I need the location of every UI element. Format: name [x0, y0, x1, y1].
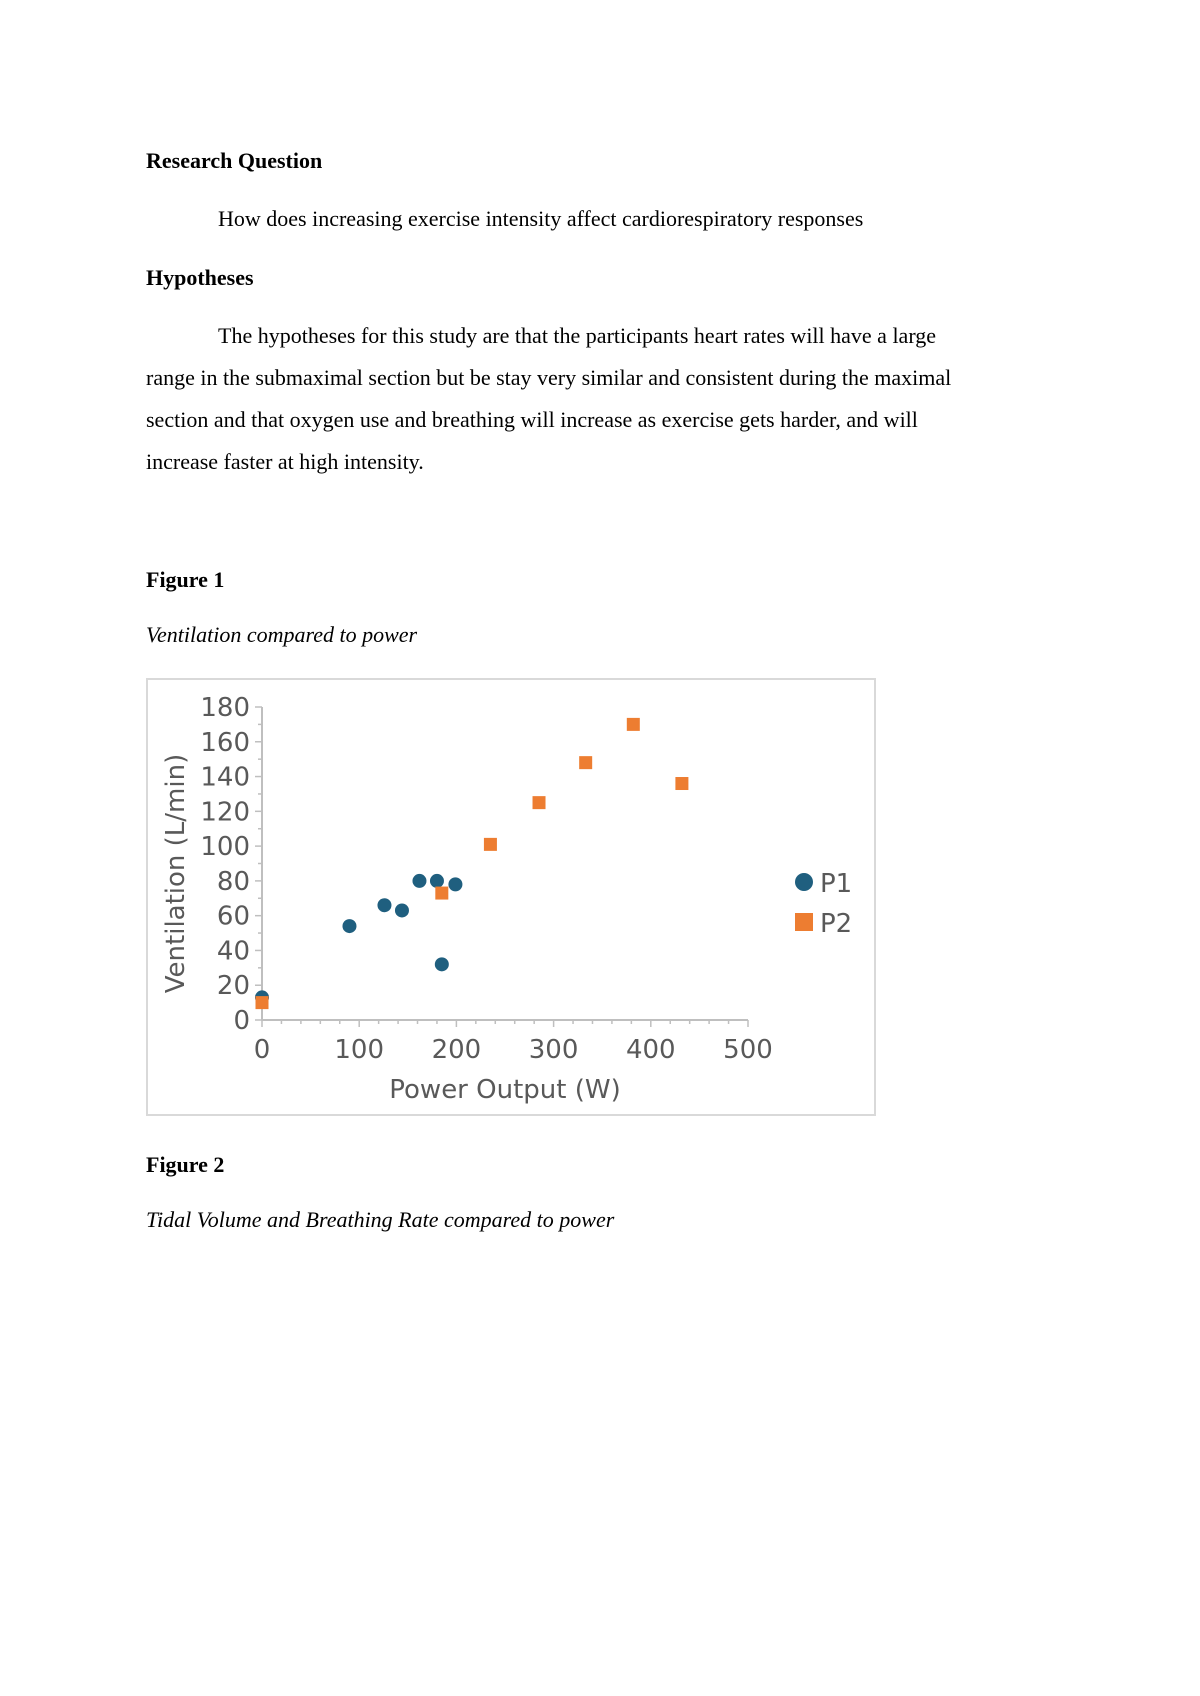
y-tick-label: 60	[216, 901, 250, 932]
x-tick-label: 0	[253, 1035, 271, 1065]
y-axis-title: Ventilation (L/min)	[161, 753, 191, 994]
data-point-p1	[377, 898, 391, 912]
y-tick-label: 180	[200, 693, 250, 723]
data-point-p1	[448, 877, 462, 891]
figure1-chart	[146, 678, 876, 1116]
data-point-p1	[342, 919, 356, 933]
x-axis-title: Power Output (W)	[389, 1075, 621, 1105]
data-point-p2	[256, 996, 269, 1009]
data-point-p2	[579, 756, 592, 769]
x-tick-label: 300	[528, 1035, 579, 1065]
research-question-text: How does increasing exercise intensity affect cardiorespiratory responses	[218, 206, 864, 231]
data-point-p1	[412, 874, 426, 888]
y-tick-label: 20	[216, 971, 250, 1002]
y-tick-label: 40	[216, 936, 250, 967]
data-point-p1	[435, 957, 449, 971]
research-question-heading: Research Question	[146, 148, 323, 173]
data-point-p2	[435, 887, 448, 900]
x-tick-label: 200	[431, 1035, 482, 1065]
y-tick-label: 120	[200, 797, 250, 828]
hypotheses-line: increase faster at high intensity.	[146, 449, 424, 474]
figure1-caption: Ventilation compared to power	[146, 622, 418, 647]
data-point-p2	[675, 777, 688, 790]
hypotheses-line: section and that oxygen use and breathing will increase as exercise gets harder, and will	[146, 407, 918, 432]
y-tick-label: 80	[216, 866, 250, 897]
data-point-p2	[533, 796, 546, 809]
legend-marker-p1	[795, 873, 813, 891]
y-tick-label: 160	[200, 727, 250, 758]
data-point-p2	[627, 718, 640, 731]
legend-marker-p2	[795, 913, 813, 931]
hypotheses-heading: Hypotheses	[146, 265, 254, 290]
x-tick-label: 500	[723, 1035, 773, 1065]
scatter-chart-svg	[148, 680, 874, 1114]
x-tick-label: 100	[334, 1035, 385, 1065]
hypotheses-line: The hypotheses for this study are that the participants heart rates will have a large	[218, 323, 937, 348]
figure2-caption: Tidal Volume and Breathing Rate compared to power	[146, 1207, 615, 1232]
hypotheses-line: range in the submaximal section but be stay very similar and consistent during the maximal	[146, 365, 952, 390]
figure1-label: Figure 1	[146, 567, 225, 592]
y-tick-label: 100	[200, 832, 250, 863]
figure2-label: Figure 2	[146, 1152, 225, 1177]
data-point-p2	[484, 838, 497, 851]
legend-label-p1: P1	[820, 869, 853, 899]
y-tick-label: 0	[233, 1006, 250, 1036]
data-point-p1	[395, 903, 409, 917]
data-point-p1	[430, 874, 444, 888]
x-tick-label: 400	[625, 1035, 676, 1065]
y-tick-label: 140	[200, 762, 250, 793]
legend-label-p2: P2	[820, 909, 853, 939]
